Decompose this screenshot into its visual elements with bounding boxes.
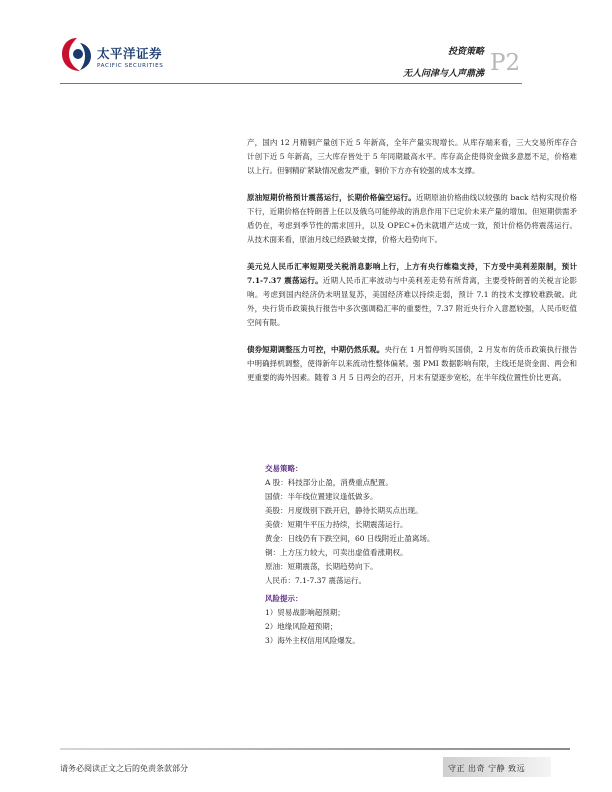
logo-emblem-icon bbox=[60, 34, 94, 74]
risk-warning-heading: 风险提示： bbox=[265, 594, 303, 603]
footer-divider bbox=[60, 748, 570, 750]
strategy-item: 黄金：日线仍有下跌空间，60 日线附近止盈离场。 bbox=[265, 534, 435, 543]
page-number: P2 bbox=[490, 50, 521, 76]
strategy-item: 国债：半年线位置建议逢低做多。 bbox=[265, 492, 378, 501]
main-body bbox=[247, 136, 577, 398]
risk-item: 1）贸易战影响超预期； bbox=[265, 608, 345, 617]
report-title: 无人问津与人声鼎沸 bbox=[402, 69, 484, 79]
paragraph-oil-text: 近期原油价格曲线以较强的 back 结构实现价格下行，近期价格在特朗普上任以及俄乌可能停战的消息作用下已定价未来产量的增加。但短期供需矛盾仍在，考虑到季节性的需求回升，以及 OPEC+仍未就增产达成一致，预计价格仍将震荡运行。从技术面来看，原油月线已经跌破支撑，价格大趋势向下。 bbox=[247, 193, 577, 244]
trading-strategy-heading: 交易策略： bbox=[265, 464, 303, 473]
strategy-item: 铜：上方压力较大，可卖出虚值看涨期权。 bbox=[265, 548, 408, 557]
paragraph-copper-text: 产，国内 12 月精铜产量创下近 5 年新高，全年产量实现增长。从库存端来看，三大交易所库存合计创下近 5 年新高，三大库存皆处于 5 年同期最高水平。库存高企使得资金做多意愿不足，价格难以上行。但铜精矿紧缺情况愈发严重，铜价下方亦有较强的成本支撑。 bbox=[247, 138, 577, 175]
brand-name-cn: 太平洋证券 bbox=[97, 46, 163, 61]
strategy-item: 美债：短期牛平压力持续，长期震荡运行。 bbox=[265, 520, 408, 529]
strategy-item: A 股：科技部分止盈，消费重点配置。 bbox=[265, 478, 393, 487]
footer-disclaimer: 请务必阅读正文之后的免责条款部分 bbox=[60, 764, 188, 773]
paragraph-copper bbox=[247, 136, 577, 178]
paragraph-oil-heading: 原油短期价格预计震荡运行，长期价格偏空运行。 bbox=[247, 193, 416, 202]
strategy-item: 人民币：7.1-7.37 震荡运行。 bbox=[265, 576, 367, 585]
risk-item: 3）海外主权信用风险爆发。 bbox=[265, 636, 360, 645]
strategy-item: 原油：短期震荡，长期趋势向下。 bbox=[265, 562, 378, 571]
paragraph-bonds-heading: 债券短期调整压力可控，中期仍然乐观。 bbox=[247, 345, 385, 354]
brand-name-en: PACIFIC SECURITIES bbox=[97, 63, 164, 69]
footer-motto: 守正 出奇 宁静 致远 bbox=[448, 764, 526, 773]
paragraph-bonds-text: 央行在 1 月暂停购买国债，2 月发布的货币政策执行报告中明确择机调整，使得新年以来流动性整体偏紧。强 PMI 数据影响有限，主线还是资金面、两会和更重要的海外因素。随着 3 月 5 日两会的召开，月末有望逐步宽松，在半年线位置性价比更高。 bbox=[247, 345, 578, 382]
header-divider bbox=[60, 83, 522, 84]
risk-item: 2）地缘风险超预期； bbox=[265, 622, 338, 631]
paragraph-fx-heading: 美元兑人民币汇率短期受关税消息影响上行，上方有央行维稳支持，下方受中美利差限制，预计 7.1-7.37 震荡运行。 bbox=[247, 262, 577, 285]
trading-strategy-section bbox=[265, 462, 565, 588]
strategy-item: 美股：月度级别下跌开启，静待长期买点出现。 bbox=[265, 506, 423, 515]
company-logo bbox=[60, 34, 210, 74]
paragraph-bonds bbox=[247, 343, 577, 385]
report-category: 投资策略 bbox=[447, 47, 484, 57]
paragraph-fx-text: 近期人民币汇率波动与中美利差走势有所背离，主要受特朗普的关税言论影响。考虑到国内经济仍未明显复苏，美国经济难以持续走弱，预计 7.1 的技术支撑较难跌破。此外，央行货币政策执行报告中多次强调稳汇率的重要性，7.37 附近央行介入意愿较强，人民币贬值空间有限。 bbox=[247, 276, 577, 327]
paragraph-fx bbox=[247, 260, 577, 330]
paragraph-oil bbox=[247, 191, 577, 247]
risk-warning-section bbox=[265, 592, 565, 648]
